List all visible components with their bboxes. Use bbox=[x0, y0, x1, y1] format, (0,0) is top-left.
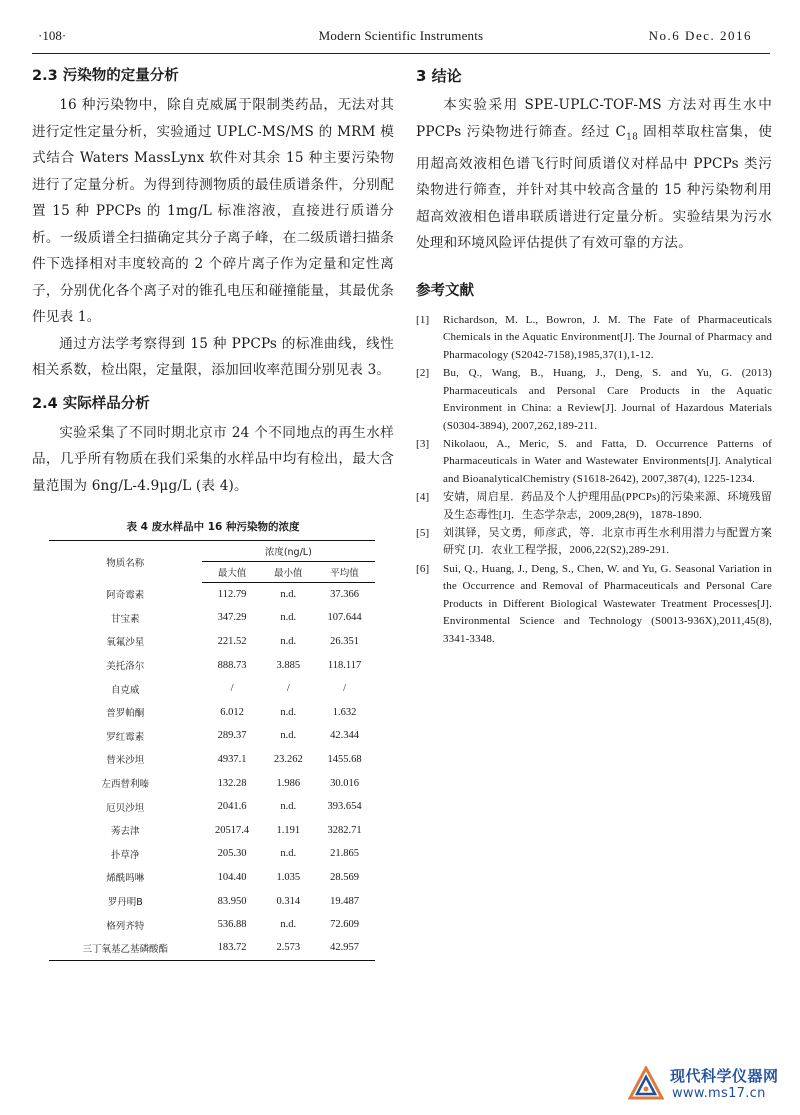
reference-text: 安婧，周启星．药品及个人护理用品(PPCPs)的污染来源、环境残留及生态毒性[J]．生态学杂志，2009,28(9)，1878-1890. bbox=[443, 491, 772, 521]
cell-min: n.d. bbox=[280, 919, 297, 931]
table-row bbox=[49, 583, 375, 607]
cell-name: 三丁氧基乙基磷酸酯 bbox=[49, 936, 202, 960]
concentration-table bbox=[49, 540, 375, 961]
reference-number: [5] bbox=[416, 526, 430, 539]
references-heading: 参考文献 bbox=[416, 282, 474, 299]
column-header-name: 物质名称 bbox=[49, 541, 202, 583]
table-row bbox=[49, 653, 375, 677]
table-row bbox=[49, 606, 375, 630]
reference-number: [4] bbox=[416, 491, 430, 504]
cell-avg: 72.609 bbox=[330, 919, 359, 931]
section-2-3-paragraph-1: 16 种污染物中，除自克威属于限制类药品，无法对其进行定性定量分析，实验通过 UPLC-MS/MS 的 MRM 模式结合 Waters MassLynx 软件对其余 15 种主要污染物进行了定量分析。为得到待测物质的最佳质谱条件，分别配置 15 种 PPCPs 的 1mg/L 标准溶液，直接进行质谱分析。一级质谱全扫描确定其分子离子峰，在二级质谱扫描条件下选择相对丰度较高的 2 个碎片离子作为定量和定性离子，分别优化各个离子对的锥孔电压和碰撞能量，其最优条件见表 1。 bbox=[32, 97, 394, 325]
cell-min: / bbox=[286, 683, 290, 695]
issue-info: No.6 Dec. 2016 bbox=[648, 28, 752, 43]
section-2-4-paragraph: 实验采集了不同时期北京市 24 个不同地点的再生水样品，几乎所有物质在我们采集的水样品中均有检出，最大含量范围为 6ng/L-4.9μg/L (表 4)。 bbox=[32, 424, 394, 494]
column-header-min: 最小值 bbox=[263, 562, 315, 583]
cell-max: 4937.1 bbox=[217, 753, 247, 765]
reference-text: 刘淇铎，吴文勇，师彦武，等．北京市再生水利用潜力与配置方案研究 [J]．农业工程学报，2006,22(S2),289-291. bbox=[443, 526, 772, 557]
cell-name: 烯酰吗啉 bbox=[106, 873, 145, 885]
section-2-4-heading: 2.4 实际样品分析 bbox=[32, 395, 150, 412]
cell-min: 23.262 bbox=[273, 753, 303, 765]
cell-avg: 3282.71 bbox=[327, 824, 362, 836]
cell-min: n.d. bbox=[280, 801, 297, 813]
column-header-concentration: 浓度(ng/L) bbox=[202, 541, 375, 562]
cell-avg: 37.366 bbox=[330, 589, 359, 601]
cell-min: 0.314 bbox=[276, 895, 301, 907]
journal-name: Modern Scientific Instruments bbox=[318, 28, 484, 43]
cell-max: 221.52 bbox=[217, 635, 247, 647]
reference-text: Nikolaou, A., Meric, S. and Fatta, D. Occurrence Patterns of Pharmaceuticals in Water and Wastewater Environments[J]. Analytical and BioanalyticalChemistry (S1618-2642), 2007,387(4), 1225-1234. bbox=[443, 437, 772, 486]
cell-max: 6.012 bbox=[220, 706, 244, 718]
conclusion-text-a: 本实验采用 SPE-UPLC-TOF-MS 方法对再生水中 PPCPs 污染物进行筛查。经过 C bbox=[416, 97, 772, 140]
cell-name: 普罗帕酮 bbox=[106, 708, 145, 720]
table-row bbox=[49, 842, 375, 866]
cell-min: 1.035 bbox=[276, 871, 301, 883]
cell-avg: 1.632 bbox=[332, 706, 357, 718]
cell-name: 左西替利嗪 bbox=[101, 779, 150, 791]
table-row bbox=[49, 677, 375, 701]
cell-avg: 107.644 bbox=[327, 612, 362, 624]
cell-max: 20517.4 bbox=[215, 824, 250, 836]
table-row bbox=[49, 700, 375, 724]
cell-avg: 28.569 bbox=[330, 871, 359, 883]
reference-number: [3] bbox=[416, 437, 430, 450]
cell-min: n.d. bbox=[280, 589, 297, 601]
reference-item bbox=[416, 561, 772, 649]
page-number: ·108· bbox=[38, 28, 67, 43]
cell-min: n.d. bbox=[280, 706, 297, 718]
cell-max: / bbox=[230, 683, 234, 695]
section-2-3-heading: 2.3 污染物的定量分析 bbox=[32, 68, 179, 84]
cell-avg: 30.016 bbox=[330, 777, 359, 789]
cell-avg: 393.654 bbox=[327, 801, 362, 813]
cell-avg: 1455.68 bbox=[327, 753, 362, 765]
reference-text: Bu, Q., Wang, B., Huang, J., Deng, S. and Yu, G. (2013) Pharmaceuticals and Personal Care Products in the Aquatic Environment in China: a Review[J]. Journal of Hazardous Materials (S0304-3894), 2007,262,189-211. bbox=[443, 367, 772, 432]
cell-avg: 21.865 bbox=[330, 848, 359, 860]
cell-name: 甘宝素 bbox=[111, 613, 140, 625]
table-row bbox=[49, 936, 375, 960]
watermark-title: 现代科学仪器网 bbox=[670, 1067, 779, 1085]
cell-max: 132.28 bbox=[217, 777, 247, 789]
reference-item bbox=[416, 312, 772, 365]
table-row bbox=[49, 724, 375, 748]
cell-name: 罗丹明B bbox=[107, 897, 143, 909]
cell-name: 格列齐特 bbox=[106, 920, 145, 932]
cell-min: 3.885 bbox=[276, 659, 301, 671]
reference-item bbox=[416, 525, 772, 560]
cell-min: 1.191 bbox=[276, 824, 301, 836]
table-4-caption: 表 4 废水样品中 16 种污染物的浓度 bbox=[126, 521, 300, 533]
cell-name: 氧氟沙星 bbox=[106, 637, 145, 649]
reference-number: [1] bbox=[416, 313, 430, 326]
cell-avg: 19.487 bbox=[330, 895, 359, 907]
cell-max: 289.37 bbox=[217, 730, 247, 742]
reference-item bbox=[416, 489, 772, 524]
cell-min: n.d. bbox=[280, 848, 297, 860]
reference-number: [2] bbox=[416, 367, 430, 379]
table-row bbox=[49, 771, 375, 795]
cell-avg: 26.351 bbox=[330, 635, 359, 647]
cell-name: 扑草净 bbox=[111, 849, 140, 861]
reference-item bbox=[416, 436, 772, 489]
cell-max: 205.30 bbox=[217, 848, 247, 860]
cell-max: 2041.6 bbox=[217, 801, 247, 813]
column-header-max: 最大值 bbox=[202, 562, 263, 583]
section-3-heading: 3 结论 bbox=[416, 67, 462, 85]
cell-max: 83.950 bbox=[217, 895, 247, 907]
table-row bbox=[49, 913, 375, 937]
cell-max: 536.88 bbox=[217, 919, 247, 931]
running-header bbox=[32, 24, 770, 54]
table-row bbox=[49, 748, 375, 772]
section-2-3-paragraph-2: 通过方法学考察得到 15 种 PPCPs 的标准曲线，线性相关系数，检出限，定量限，添加回收率范围分别见表 3。 bbox=[32, 335, 394, 378]
watermark-url: www.ms17.cn bbox=[672, 1086, 766, 1101]
reference-item bbox=[416, 365, 772, 435]
reference-list bbox=[416, 312, 772, 649]
table-row bbox=[49, 630, 375, 654]
cell-min: 2.573 bbox=[263, 936, 315, 960]
cell-name: 罗红霉素 bbox=[106, 731, 145, 743]
table-row bbox=[49, 889, 375, 913]
reference-text: Sui, Q., Huang, J., Deng, S., Chen, W. and Yu, G. Seasonal Variation in the Occurrence and Removal of Pharmaceuticals and Personal Care Products in Different Biological Wastewater Treatment Processes[J]. Environmental Science and Technology (S0013-936X),2011,45(8), 3341-3348. bbox=[443, 562, 772, 645]
cell-name: 自克威 bbox=[111, 684, 140, 696]
reference-number: [6] bbox=[416, 562, 430, 575]
cell-avg: / bbox=[343, 683, 346, 695]
cell-max: 347.29 bbox=[217, 612, 247, 624]
cell-name: 莠去津 bbox=[111, 826, 140, 838]
conclusion-subscript: 18 bbox=[626, 132, 638, 143]
table-row bbox=[49, 866, 375, 890]
triangle-logo-icon bbox=[628, 1066, 664, 1102]
cell-avg: 118.117 bbox=[327, 659, 362, 671]
left-column bbox=[32, 66, 394, 961]
cell-min: n.d. bbox=[280, 635, 297, 647]
cell-min: n.d. bbox=[280, 730, 297, 742]
cell-avg: 42.344 bbox=[330, 730, 359, 742]
cell-max: 888.73 bbox=[217, 659, 247, 671]
cell-name: 阿奇霉素 bbox=[106, 590, 145, 602]
column-header-avg: 平均值 bbox=[314, 562, 375, 583]
cell-max: 183.72 bbox=[202, 936, 263, 960]
cell-max: 112.79 bbox=[217, 589, 247, 601]
cell-min: 1.986 bbox=[276, 777, 301, 789]
conclusion-paragraph bbox=[416, 92, 772, 257]
cell-name: 美托洛尔 bbox=[106, 661, 145, 673]
table-row bbox=[49, 818, 375, 842]
conclusion-text-b: 固相萃取柱富集，使用超高效液相色谱飞行时间质谱仪对样品中 PPCPs 类污染物进行筛查，并针对其中较高含量的 15 种污染物利用超高效液相色谱串联质谱进行定量分析。实验结果为污水处理和环境风险评估提供了有效可靠的方法。 bbox=[416, 123, 772, 252]
cell-min: n.d. bbox=[280, 612, 297, 624]
cell-name: 替米沙坦 bbox=[106, 755, 145, 767]
cell-max: 104.40 bbox=[217, 871, 247, 883]
reference-text: Richardson, M. L., Bowron, J. M. The Fate of Pharmaceuticals Chemicals in the Aquatic Environment[J]. The Journal of Pharmacy and Pharmacology (S2042-7158),1985,37(1),1-12. bbox=[443, 313, 772, 361]
cell-avg: 42.957 bbox=[314, 936, 375, 960]
right-column bbox=[416, 66, 772, 649]
cell-name: 厄贝沙坦 bbox=[106, 802, 145, 814]
table-row bbox=[49, 795, 375, 819]
site-watermark bbox=[620, 1062, 790, 1106]
